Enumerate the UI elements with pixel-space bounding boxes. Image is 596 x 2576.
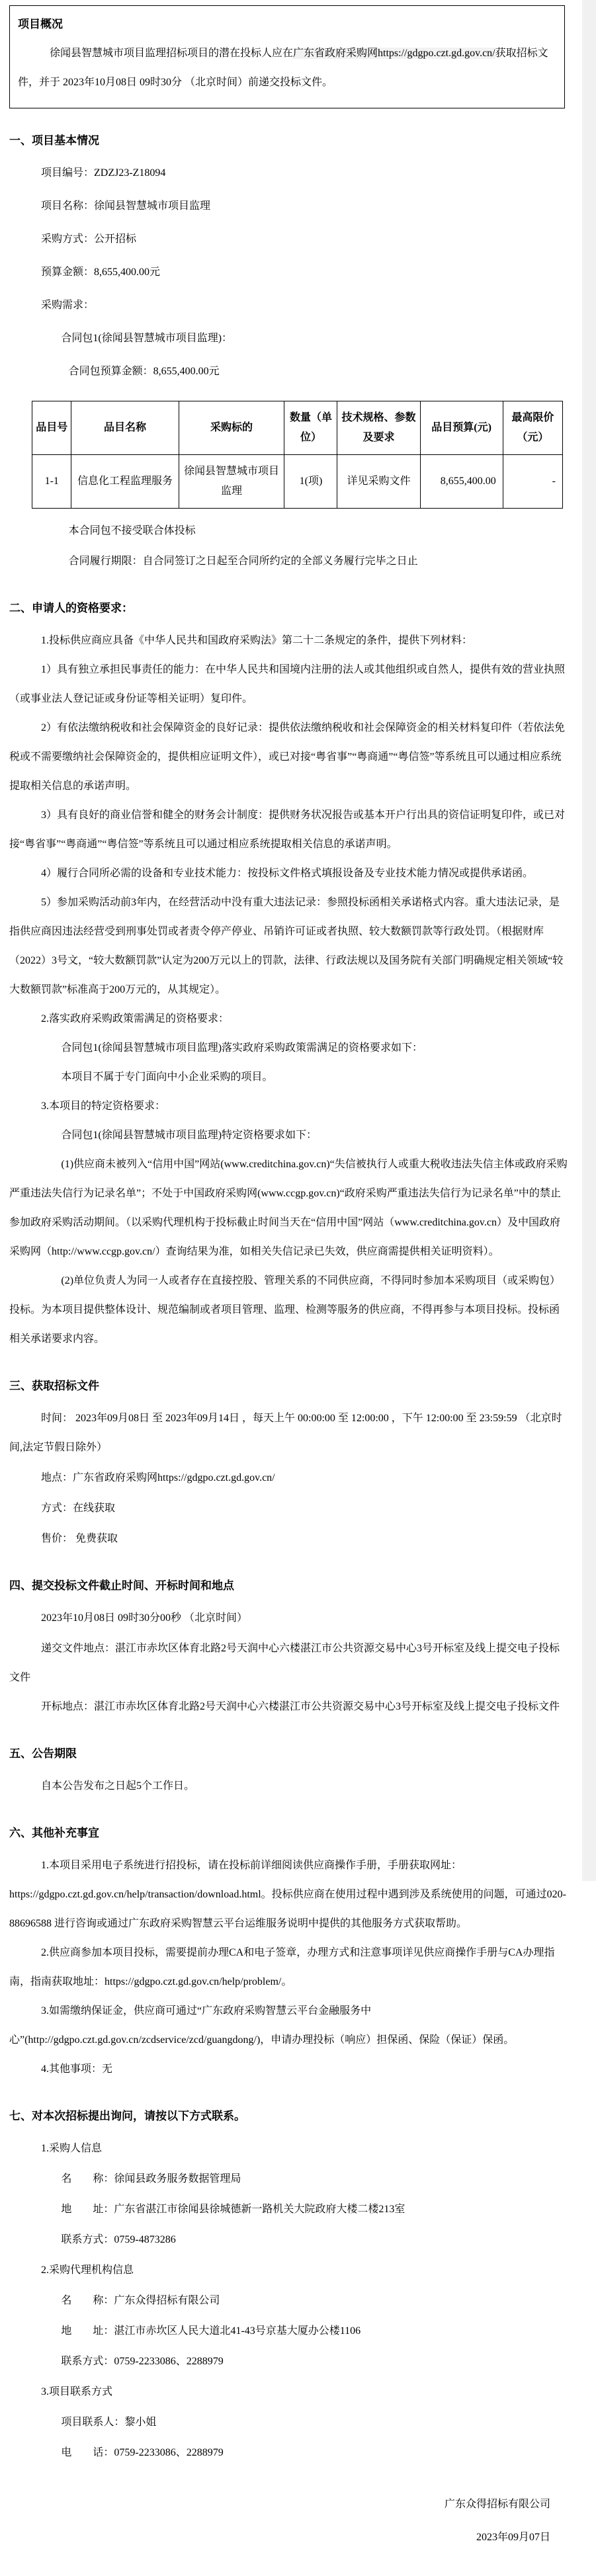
section-6-heading: 六、其他补充事宜 <box>9 1827 99 1839</box>
doc-obtain-method: 方式：在线获取 <box>41 1503 116 1514</box>
qualification-p1: 1.投标供应商应具备《中华人民共和国政府采购法》第二十二条规定的条件，提供下列材料： <box>41 635 473 646</box>
col-header-item-name: 品目名称 <box>71 401 179 455</box>
items-table <box>32 401 563 509</box>
scrollbar-track[interactable] <box>582 0 596 1881</box>
col-header-price-limit: 最高限价（元） <box>503 401 562 455</box>
specific-requirement-title: 3.本项目的特定资格要求： <box>41 1101 166 1112</box>
policy-requirement-note: 本项目不属于专门面向中小企业采购的项目。 <box>61 1071 273 1083</box>
col-header-budget: 品目预算(元) <box>420 401 503 455</box>
table-row <box>32 455 563 509</box>
section-3-heading: 三、获取招标文件 <box>9 1380 99 1392</box>
overview-paragraph <box>18 39 555 97</box>
col-header-subject: 采购标的 <box>179 401 284 455</box>
budget-amount: 预算金额：8,655,400.00元 <box>41 267 161 278</box>
section-2-heading: 二、申请人的资格要求： <box>9 602 133 614</box>
procurement-site-link[interactable]: 广东省政府采购网https://gdgpo.czt.gd.gov.cn/ <box>293 48 495 59</box>
buyer-phone: 联系方式：0759-4873286 <box>61 2234 176 2245</box>
buyer-info-title: 1.采购人信息 <box>41 2143 103 2154</box>
bid-open-place: 开标地点：湛江市赤坎区体育北路2号天润中心六楼湛江市公共资源交易中心3号开标室及线上提交电子投标文件 <box>41 1701 560 1712</box>
cell-item-no: 1-1 <box>32 455 71 509</box>
cell-price-limit: - <box>503 455 562 509</box>
specific-requirement-1: (1)供应商未被列入“信用中国”网站(www.creditchina.gov.cn)“失信被执行人或重大税收违法失信主体或政府采购严重违法失信行为记录名单”；不处于中国政府采购网(www.ccgp.gov.cn)“政府采购严重违法失信行为记录名单”中的禁止参加政府采购活动期间。（以采购代理机构于投标截止时间当天在“信用中国”网站（www.creditchina.gov.cn）及中国政府采购网（http://www.ccgp.gov.cn/）查询结果为准，如相关失信记录已失效，供应商需提供相关证明资料）。 <box>9 1159 568 1257</box>
supplement-p3: 3.如需缴纳保证金，供应商可通过“广东政府采购智慧云平台金融服务中心”(http://gdgpo.czt.gd.gov.cn/zcdservice/zcd/guangdong/)，申请办理投标（响应）担保函、保险（保证）保函。 <box>9 2005 515 2046</box>
project-overview-box <box>9 5 565 108</box>
doc-obtain-time: 时间： 2023年09月08日 至 2023年09月14日 ，每天上午 00:00:00 至 12:00:00 ，下午 12:00:00 至 23:59:59 （北京时间,法定节假日除外） <box>9 1413 562 1453</box>
project-contact-title: 3.项目联系方式 <box>41 2386 113 2397</box>
col-header-item-no: 品目号 <box>32 401 71 455</box>
policy-requirement-title: 2.落实政府采购政策需满足的资格要求： <box>41 1013 230 1024</box>
qualification-p2: 1）具有独立承担民事责任的能力：在中华人民共和国境内注册的法人或其他组织或自然人，提供有效的营业执照（或事业法人登记证或身份证等相关证明）复印件。 <box>9 664 566 704</box>
section-5-heading: 五、公告期限 <box>9 1747 77 1760</box>
procurement-demand-label: 采购需求： <box>41 300 95 311</box>
overview-text-before: 徐闻县智慧城市项目监理招标项目的潜在投标人应在 <box>50 48 294 59</box>
signature-date: 2023年09月07日 <box>476 2532 550 2543</box>
policy-requirement-package: 合同包1(徐闻县智慧城市项目监理)落实政府采购政策需满足的资格要求如下： <box>61 1042 423 1054</box>
doc-obtain-place: 地点：广东省政府采购网https://gdgpo.czt.gd.gov.cn/ <box>41 1472 275 1483</box>
overview-text-after: 获取招标文件，并于 2023年10月08日 09时30分 （北京时间）前递交投标文件。 <box>18 48 548 88</box>
overview-title: 项目概况 <box>18 18 63 30</box>
qualification-p4: 3）具有良好的商业信誉和健全的财务会计制度：提供财务状况报告或基本开户行出具的资信证明复印件，或已对接“粤省事”“粤商通”“粤信签”等系统且可以通过相应系统提取相关信息的承诺声明。 <box>9 810 566 850</box>
table-header-row <box>32 401 563 455</box>
cell-item-name: 信息化工程监理服务 <box>71 455 179 509</box>
procurement-method: 采购方式：公开招标 <box>41 233 137 245</box>
col-header-quantity: 数量（单位） <box>284 401 337 455</box>
qualification-p3: 2）有依法缴纳税收和社会保障资金的良好记录：提供依法缴纳税收和社会保障资金的相关材料复印件（若依法免税或不需要缴纳社会保障资金的，提供相应证明文件），或已对接“粤省事”“粤商通”“粤信签”等系统且可以通过相应系统提取相关信息的承诺声明。 <box>9 722 566 792</box>
no-consortium-note: 本合同包不接受联合体投标 <box>68 525 196 536</box>
supplement-p2: 2.供应商参加本项目投标，需要提前办理CA和电子签章，办理方式和注意事项详见供应商操作手册与CA办理指南，指南获取地址：https://gdgpo.czt.gd.gov.cn/help/problem/。 <box>9 1947 555 1987</box>
bid-submit-place: 递交文件地点：湛江市赤坎区体育北路2号天润中心六楼湛江市公共资源交易中心3号开标室及线上提交电子投标文件 <box>9 1643 560 1683</box>
section-1-heading: 一、项目基本情况 <box>9 134 99 147</box>
contract-period-note: 合同履行期限：自合同签订之日起至合同所约定的全部义务履行完毕之日止 <box>68 556 418 567</box>
agency-name: 名 称：广东众得招标有限公司 <box>61 2295 220 2306</box>
announcement-period: 自本公告发布之日起5个工作日。 <box>41 1780 195 1792</box>
qualification-p5: 4）履行合同所必需的设备和专业技术能力：按投标文件格式填报设备及专业技术能力情况或提供承诺函。 <box>41 868 534 879</box>
cell-subject: 徐闻县智慧城市项目监理 <box>179 455 284 509</box>
agency-phone: 联系方式：0759-2233086、2288979 <box>61 2356 224 2367</box>
supplement-p4: 4.其他事项：无 <box>41 2063 113 2075</box>
agency-address: 地 址：湛江市赤坎区人民大道北41-43号京基大厦办公楼1106 <box>61 2325 361 2337</box>
buyer-name: 名 称：徐闻县政务服务数据管理局 <box>61 2173 241 2184</box>
buyer-address: 地 址：广东省湛江市徐闻县徐城德新一路机关大院政府大楼二楼213室 <box>61 2204 405 2215</box>
project-number: 项目编号：ZDZJ23-Z18094 <box>41 167 166 179</box>
section-4-heading: 四、提交投标文件截止时间、开标时间和地点 <box>9 1579 234 1592</box>
project-name: 项目名称：徐闻县智慧城市项目监理 <box>41 200 211 212</box>
signature-block <box>9 2490 569 2552</box>
contract-package-line: 合同包1(徐闻县智慧城市项目监理)： <box>61 333 233 344</box>
specific-requirement-2: (2)单位负责人为同一人或者存在直接控股、管理关系的不同供应商，不得同时参加本采购项目（或采购包）投标。为本项目提供整体设计、规范编制或者项目管理、监理、检测等服务的供应商，不得再参与本项目投标。投标函相关承诺要求内容。 <box>9 1275 561 1345</box>
cell-quantity: 1(项) <box>284 455 337 509</box>
cell-budget: 8,655,400.00 <box>420 455 503 509</box>
col-header-specs: 技术规格、参数及要求 <box>337 401 420 455</box>
doc-obtain-price: 售价： 免费获取 <box>41 1533 118 1544</box>
project-contact-phone: 电 话：0759-2233086、2288979 <box>61 2447 224 2458</box>
qualification-p6: 5）参加采购活动前3年内，在经营活动中没有重大违法记录：参照投标函相关承诺格式内容。重大违法记录，是指供应商因违法经营受到刑事处罚或者责令停产停业、吊销许可证或者执照、较大数额罚款等行政处罚。（根据财库（2022）3号文，“较大数额罚款”认定为200万元以上的罚款，法律、行政法规以及国务院有关部门明确规定相关领域“较大数额罚款”标准高于200万元的，从其规定）。 <box>9 897 564 995</box>
project-contact-person: 项目联系人：黎小姐 <box>61 2417 157 2428</box>
specific-requirement-package: 合同包1(徐闻县智慧城市项目监理)特定资格要求如下： <box>61 1130 318 1141</box>
agency-info-title: 2.采购代理机构信息 <box>41 2264 134 2276</box>
bid-deadline: 2023年10月08日 09时30分00秒 （北京时间） <box>41 1612 248 1624</box>
contract-package-budget: 合同包预算金额：8,655,400.00元 <box>68 366 220 377</box>
cell-specs: 详见采购文件 <box>337 455 420 509</box>
supplement-p1: 1.本项目采用电子系统进行招投标，请在投标前详细阅读供应商操作手册，手册获取网址：https://gdgpo.czt.gd.gov.cn/help/transaction/download.html。投标供应商在使用过程中遇到涉及系统使用的问题，可通过020-88696588 进行咨询或通过广东政府采购智慧云平台运维服务说明中提供的其他服务方式获取帮助。 <box>9 1860 567 1929</box>
signature-company: 广东众得招标有限公司 <box>444 2499 550 2510</box>
section-7-heading: 七、对本次招标提出询问，请按以下方式联系。 <box>9 2110 245 2122</box>
